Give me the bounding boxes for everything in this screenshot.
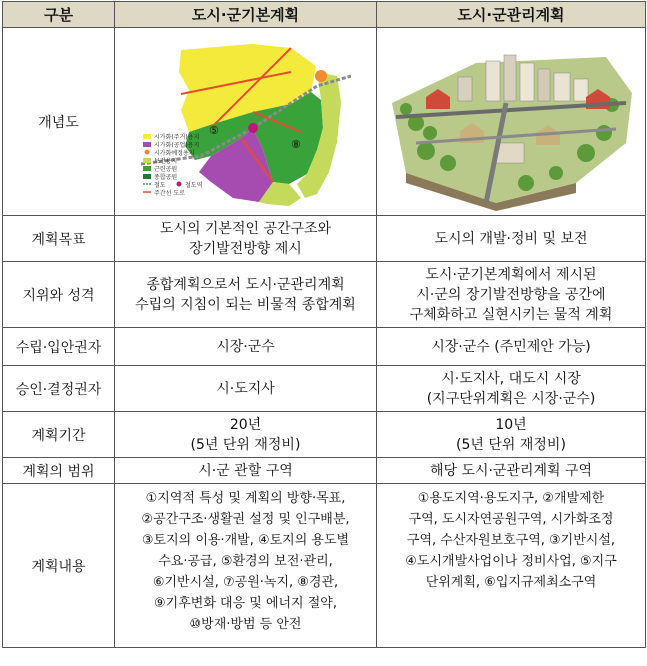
approver-management (377, 366, 646, 412)
comparison-table (2, 1, 646, 648)
scope-management-line: 해당 도시·군관리계획 구역 (429, 462, 593, 479)
period-management (377, 412, 646, 458)
approver-basic (115, 366, 377, 412)
scope-basic (115, 458, 377, 484)
content-management (377, 484, 646, 648)
content-basic-line: ①지역적 특성 및 계획의 방향·목표, (145, 491, 346, 506)
basic-plan-diagram-cell (115, 28, 377, 216)
period-management-line: (5년 단위 재정비) (456, 436, 566, 453)
legend-conservation: 보전용지 (153, 157, 177, 165)
period-management-line: 10년 (495, 416, 527, 433)
content-basic-line: ⑨기후변화 대응 및 에너지 절약, (153, 596, 337, 611)
legend-residential: 시가화(주거)용지 (153, 133, 199, 141)
status-row (3, 262, 646, 328)
map-mark-8: ⑧ (290, 137, 301, 151)
scope-basic-line: 시·군 관할 구역 (198, 462, 293, 479)
approver-management-line: 시·도지사, 대도시 시장 (441, 370, 581, 387)
status-management (377, 262, 646, 328)
goal-management (377, 216, 646, 262)
approver-basic-line: 시·도지사 (216, 380, 275, 397)
planned-area-marker (315, 70, 327, 82)
goal-row (3, 216, 646, 262)
content-basic (115, 484, 377, 648)
goal-basic-line: 장기발전방향 제시 (189, 240, 302, 257)
legend-neighborhood-park: 근린공원 (153, 165, 177, 173)
legend-main-road: 주간선 도로 (153, 189, 185, 197)
status-label: 지위와 성격 (3, 262, 115, 328)
scope-row (3, 458, 646, 484)
content-management-line: 구역, 도시자연공원구역, 시가화조정 (408, 512, 614, 527)
content-management-line: ①용도지역·용도지구, ②개발제한 (417, 491, 605, 506)
content-basic-line: ⑥기반시설, ⑦공원·녹지, ⑧경관, (152, 575, 339, 590)
proposer-management-line: 시장·군수 (주민제안 가능) (431, 338, 591, 355)
proposer-label: 수립·입안권자 (3, 328, 115, 366)
basic-plan-land-use-map (141, 32, 351, 212)
approver-management-line: (지구단위계획은 시장·군수) (426, 390, 596, 407)
goal-basic-line: 도시의 기본적인 공간구조와 (159, 220, 332, 237)
period-label: 계획기간 (3, 412, 115, 458)
concept-label: 개념도 (3, 28, 115, 216)
content-basic-line: ⑩방재·방범 등 안전 (189, 617, 302, 632)
goal-management-line: 도시의 개발·정비 및 보전 (434, 230, 588, 247)
status-basic-line: 수립의 지침이 되는 비물적 종합계획 (135, 296, 356, 313)
proposer-basic (115, 328, 377, 366)
map-legend (143, 133, 202, 197)
legend-station: 철도역 (184, 181, 202, 189)
map-mark-5: ⑤ (208, 123, 219, 137)
proposer-basic-line: 시장·군수 (216, 338, 275, 355)
management-plan-city-illustration (386, 33, 636, 211)
scope-management (377, 458, 646, 484)
header-row (3, 2, 646, 28)
period-basic (115, 412, 377, 458)
management-plan-diagram-cell (377, 28, 646, 216)
legend-railway: 철도 (153, 181, 166, 189)
goal-label: 계획목표 (3, 216, 115, 262)
status-management-line: 시·군의 장기발전방향을 공간에 (416, 286, 606, 303)
scope-label: 계획의 범위 (3, 458, 115, 484)
content-management-line: 단위계획, ⑥입지규제최소구역 (425, 575, 597, 590)
content-management-line: 구역, 수산자원보호구역, ③기반시설, (406, 533, 616, 548)
legend-industrial: 시가화(공업)용지 (153, 141, 199, 149)
legend-general-park: 종합공원 (153, 173, 177, 181)
railway-station-marker (248, 123, 258, 133)
goal-basic (115, 216, 377, 262)
content-row (3, 484, 646, 648)
content-management-line: ④도시개발사업이나 정비사업, ⑤지구 (405, 554, 617, 569)
proposer-management (377, 328, 646, 366)
concept-row (3, 28, 646, 216)
proposer-row (3, 328, 646, 366)
approver-row (3, 366, 646, 412)
period-basic-line: 20년 (229, 416, 262, 433)
header-basic-plan: 도시·군기본계획 (115, 2, 377, 28)
approver-label: 승인·결정권자 (3, 366, 115, 412)
header-management-plan: 도시·군관리계획 (377, 2, 646, 28)
content-basic-line: 수요·공급, ⑤환경의 보전·관리, (158, 554, 333, 569)
content-basic-line: ③토지의 이용·개발, ④토지의 용도별 (141, 533, 350, 548)
period-row (3, 412, 646, 458)
status-management-line: 구체화하고 실현시키는 물적 계획 (409, 306, 613, 323)
status-management-line: 도시·군기본계획에서 제시된 (425, 266, 597, 283)
content-basic-line: ②공간구조·생활권 설정 및 인구배분, (141, 512, 350, 527)
legend-planned: 시가화예정용지 (153, 149, 195, 157)
status-basic-line: 종합계획으로서 도시·군관리계획 (146, 276, 345, 293)
content-label: 계획내용 (3, 484, 115, 648)
status-basic (115, 262, 377, 328)
period-basic-line: (5년 단위 재정비) (190, 436, 301, 453)
header-category: 구분 (3, 2, 115, 28)
